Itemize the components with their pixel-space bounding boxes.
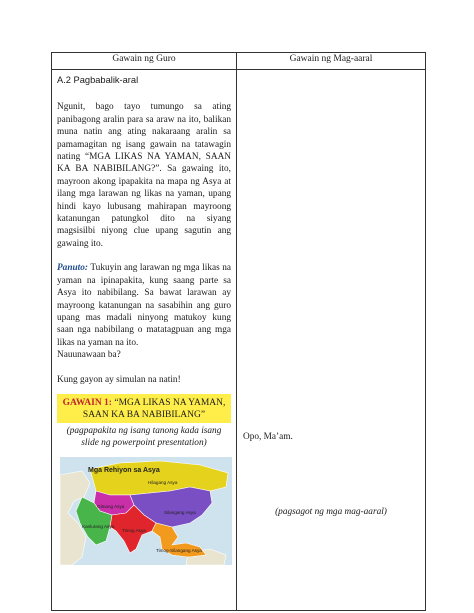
student-cell xyxy=(237,70,426,611)
student-answer-note: (pagsagot ng mga mag-aaral) xyxy=(275,507,387,517)
student-reply: Opo, Ma’am. xyxy=(243,432,293,442)
label-west: Kanlurang Asya xyxy=(82,523,115,529)
table-header-row xyxy=(52,53,426,70)
asia-regions-map xyxy=(60,457,232,565)
label-north: Hilagang Asya xyxy=(148,479,178,485)
start-text: Kung gayon ay simulan na natin! xyxy=(57,374,181,385)
gawain-title-line2: SAAN KA BA NABIBILANG” xyxy=(82,409,206,420)
table-body-row xyxy=(52,70,426,611)
panuto-label: Panuto: xyxy=(57,263,88,274)
label-central: Gitnang Asya xyxy=(97,503,125,509)
panuto-text: Tukuyin ang larawan ng mga likas na yaman na ipinapakita, kung saang parte sa Asya ito nabibilang. Sa bawat larawan ay mayroong katanungan na sasabihin ang guro upang mas madali ninyong matukoy kung saan nga nabibilang o matatagpuan ang mga likas na yaman na ito. xyxy=(57,263,231,348)
gawain-title-box xyxy=(57,394,231,423)
intro-paragraph: Ngunit, bago tayo tumungo sa ating panibagong aralin para sa araw na ito, balikan muna natin ang ating nakaraang aralin sa pamamagitan ng isang gawain na tatawagin nating “MGA LIKAS NA YAMAN, SAAN KA BA NABIBILANG?”. Sa gawaing ito, mayroon akong ipapakita na mapa ng Asya at ilang mga larawan ng likas na yaman, upang hindi kayo lubusang mahirapan mayroong katanungan patungkol dito na siyang magsisilbi niyong clue upang sagutin ang gawaing ito. xyxy=(57,102,231,249)
map-title: Mga Rehiyon sa Asya xyxy=(88,466,160,474)
teacher-cell xyxy=(52,70,237,611)
section-title: A.2 Pagbabalik-aral xyxy=(57,75,139,85)
header-student: Gawain ng Mag-aaral xyxy=(237,53,426,70)
gawain-note: (pagpapakita ng isang tanong kada isang slide ng powerpoint presentation) xyxy=(66,425,222,448)
label-southeast: Timog-Silangang Asya xyxy=(156,547,202,553)
label-south: Timog Asya xyxy=(122,527,146,533)
gawain-title-line1: “MGA LIKAS NA YAMAN, xyxy=(111,397,226,408)
header-teacher: Gawain ng Guro xyxy=(52,53,237,70)
panuto-paragraph xyxy=(57,262,231,349)
label-east: Silangang Asya xyxy=(164,509,196,515)
lesson-table xyxy=(51,52,426,611)
gawain-label: GAWAIN 1: xyxy=(62,397,112,408)
question-text: Nauunawaan ba? xyxy=(57,350,121,361)
